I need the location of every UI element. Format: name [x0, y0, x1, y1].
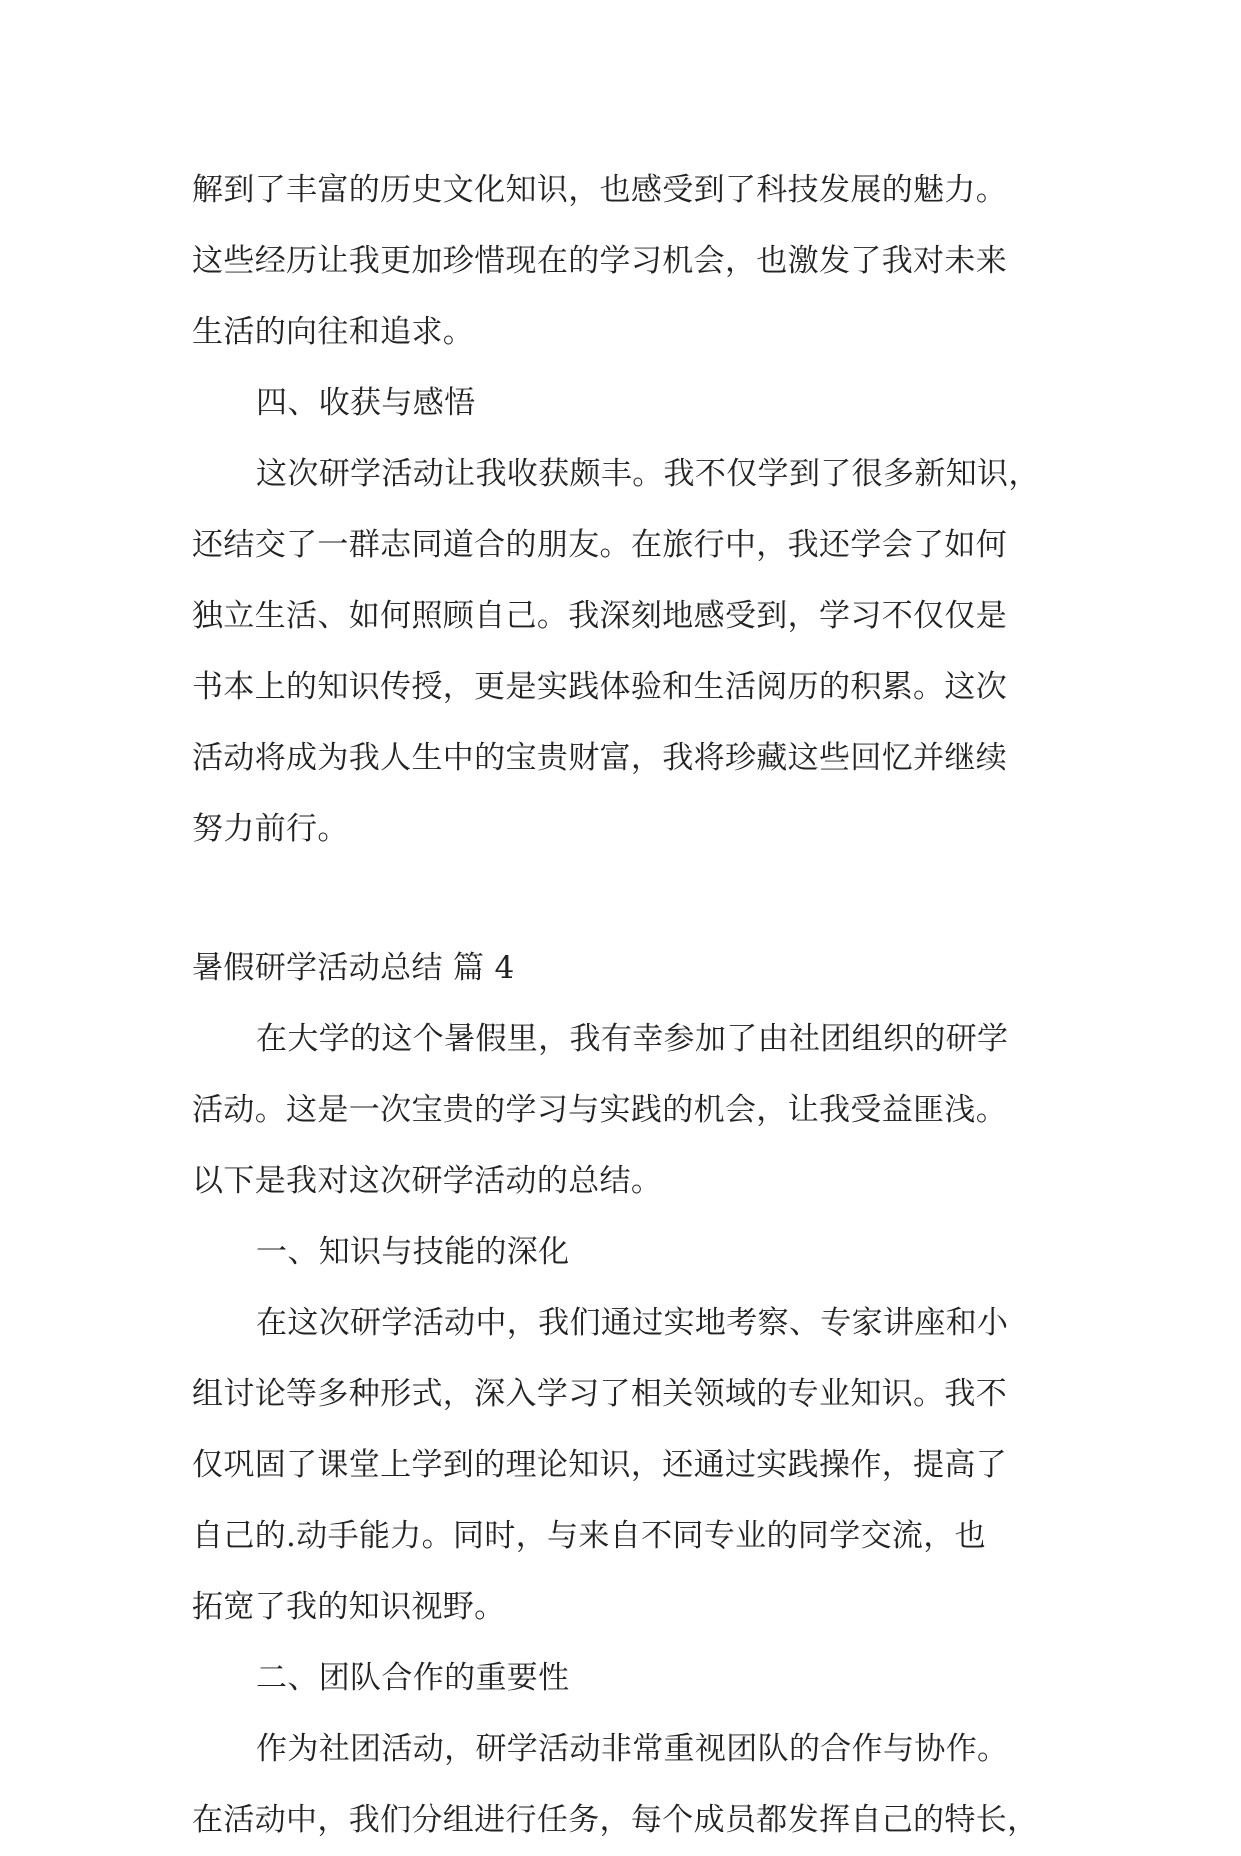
paragraph-line: 仅巩固了课堂上学到的理论知识，还通过实践操作，提高了 [192, 1447, 1008, 1483]
paragraph-line: 作为社团活动，研学活动非常重视团队的合作与协作。 [256, 1731, 1009, 1767]
paragraph-line: 活动。这是一次宝贵的学习与实践的机会，让我受益匪浅。 [192, 1092, 1008, 1128]
paragraph-line: 生活的向往和追求。 [192, 314, 475, 350]
paragraph-line: 以下是我对这次研学活动的总结。 [192, 1163, 663, 1199]
section-heading: 一、知识与技能的深化 [256, 1234, 570, 1270]
paragraph-line: 还结交了一群志同道合的朋友。在旅行中，我还学会了如何 [192, 527, 1008, 563]
paragraph-line: 在这次研学活动中，我们通过实地考察、专家讲座和小 [256, 1305, 1009, 1341]
paragraph-line: 组讨论等多种形式，深入学习了相关领域的专业知识。我不 [192, 1376, 1008, 1412]
paragraph-line: 独立生活、如何照顾自己。我深刻地感受到，学习不仅仅是 [192, 598, 1008, 634]
paragraph-line: 在大学的这个暑假里，我有幸参加了由社团组织的研学 [256, 1021, 1009, 1057]
paragraph-line: 努力前行。 [192, 811, 349, 847]
paragraph-line: 拓宽了我的知识视野。 [192, 1589, 506, 1625]
section-heading: 四、收获与感悟 [256, 385, 476, 421]
paragraph-line: 活动将成为我人生中的宝贵财富，我将珍藏这些回忆并继续 [192, 740, 1008, 776]
document-body [192, 155, 1062, 1856]
paragraph-line: 在活动中，我们分组进行任务，每个成员都发挥自己的特长， [192, 1802, 1039, 1838]
paragraph-line: 解到了丰富的历史文化知识，也感受到了科技发展的魅力。 [192, 172, 1008, 208]
section-heading: 二、团队合作的重要性 [256, 1660, 570, 1696]
paragraph-line: 自己的.动手能力。同时，与来自不同专业的同学交流，也 [192, 1518, 986, 1554]
paragraph-line: 书本上的知识传授，更是实践体验和生活阅历的积累。这次 [192, 669, 1008, 705]
section-spacer [192, 865, 1062, 933]
article-title: 暑假研学活动总结 篇 4 [192, 950, 515, 986]
paragraph-line: 这次研学活动让我收获颇丰。我不仅学到了很多新知识， [256, 456, 1040, 492]
paragraph-line: 这些经历让我更加珍惜现在的学习机会，也激发了我对未来 [192, 243, 1008, 279]
